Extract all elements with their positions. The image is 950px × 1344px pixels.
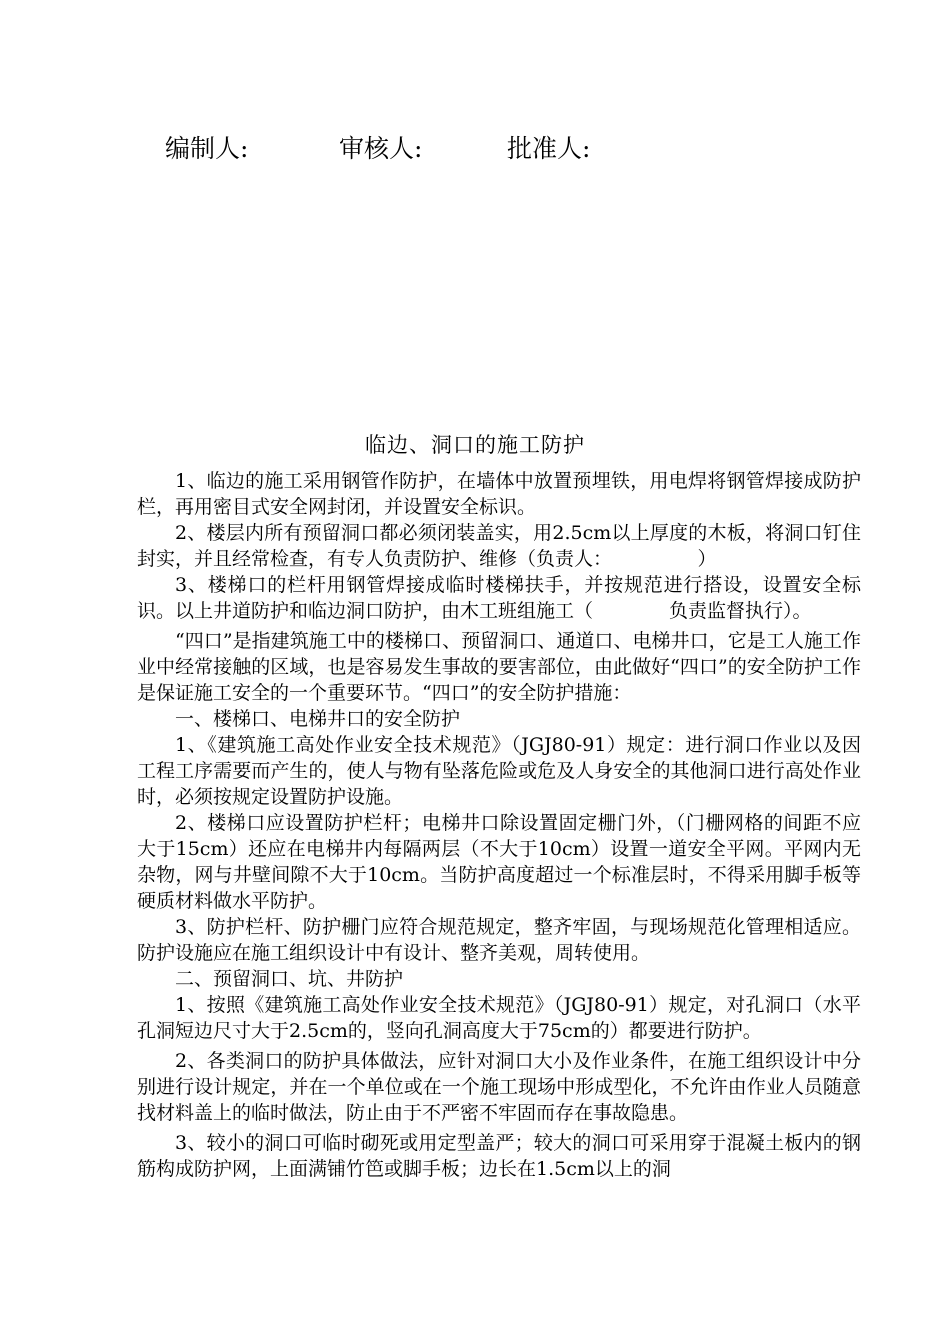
reviewer-label: 审核人: bbox=[339, 134, 423, 163]
signature-line bbox=[165, 128, 785, 170]
paragraph: 2、楼层内所有预留洞口都必须闭装盖实，用2.5cm以上厚度的木板，将洞口钉住封实，并且经常检查，有专人负责防护、维修（负责人： ） bbox=[137, 522, 861, 570]
paragraph: 1、按照《建筑施工高处作业安全技术规范》（JGJ80-91）规定，对孔洞口（水平孔洞短边尺寸大于2.5cm的，竖向孔洞高度大于75cm的）都要进行防护。 bbox=[137, 994, 861, 1042]
section-heading: 一、楼梯口、电梯井口的安全防护 bbox=[175, 708, 461, 730]
section-heading: 二、预留洞口、坑、井防护 bbox=[175, 968, 404, 990]
paragraph: “四口”是指建筑施工中的楼梯口、预留洞口、通道口、电梯井口，它是工人施工作业中经常接触的区域，也是容易发生事故的要害部位，由此做好“四口”的安全防护工作是保证施工安全的一个重要环节。“四口”的安全防护措施： bbox=[137, 630, 861, 704]
paragraph: 2、楼梯口应设置防护栏杆；电梯井口除设置固定栅门外，（门栅网格的间距不应大于15cm）还应在电梯井内每隔两层（不大于10cm）设置一道安全平网。平网内无杂物，网与井壁间隙不大于10cm。当防护高度超过一个标准层时，不得采用脚手板等硬质材料做水平防护。 bbox=[137, 812, 861, 912]
paragraph: 3、较小的洞口可临时砌死或用定型盖严；较大的洞口可采用穿于混凝土板内的钢筋构成防护网，上面满铺竹笆或脚手板；边长在1.5cm以上的洞 bbox=[137, 1132, 861, 1180]
paragraph: 1、《建筑施工高处作业安全技术规范》（JGJ80-91）规定：进行洞口作业以及因工程工序需要而产生的，使人与物有坠落危险或危及人身安全的其他洞口进行高处作业时，必须按规定设置防护设施。 bbox=[137, 734, 861, 808]
compiler-label: 编制人: bbox=[165, 134, 249, 163]
paragraph: 3、防护栏杆、防护栅门应符合规范规定，整齐牢固，与现场规范化管理相适应。防护设施应在施工组织设计中有设计、整齐美观，周转使用。 bbox=[137, 916, 861, 964]
paragraph: 3、楼梯口的栏杆用钢管焊接成临时楼梯扶手，并按规范进行搭设，设置安全标识。以上井道防护和临边洞口防护，由木工班组施工（ 负责监督执行）。 bbox=[137, 574, 861, 622]
paragraph: 2、各类洞口的防护具体做法，应针对洞口大小及作业条件，在施工组织设计中分别进行设计规定，并在一个单位或在一个施工现场中形成型化，不允许由作业人员随意找材料盖上的临时做法，防止由于不严密不牢固而存在事故隐患。 bbox=[137, 1050, 861, 1124]
document-body bbox=[137, 468, 861, 1182]
paragraph: 1、临边的施工采用钢管作防护，在墙体中放置预埋铁，用电焊将钢管焊接成防护栏，再用密目式安全网封闭，并设置安全标识。 bbox=[137, 470, 861, 518]
section-title: 临边、洞口的施工防护 bbox=[365, 433, 585, 457]
approver-label: 批准人: bbox=[507, 134, 591, 163]
